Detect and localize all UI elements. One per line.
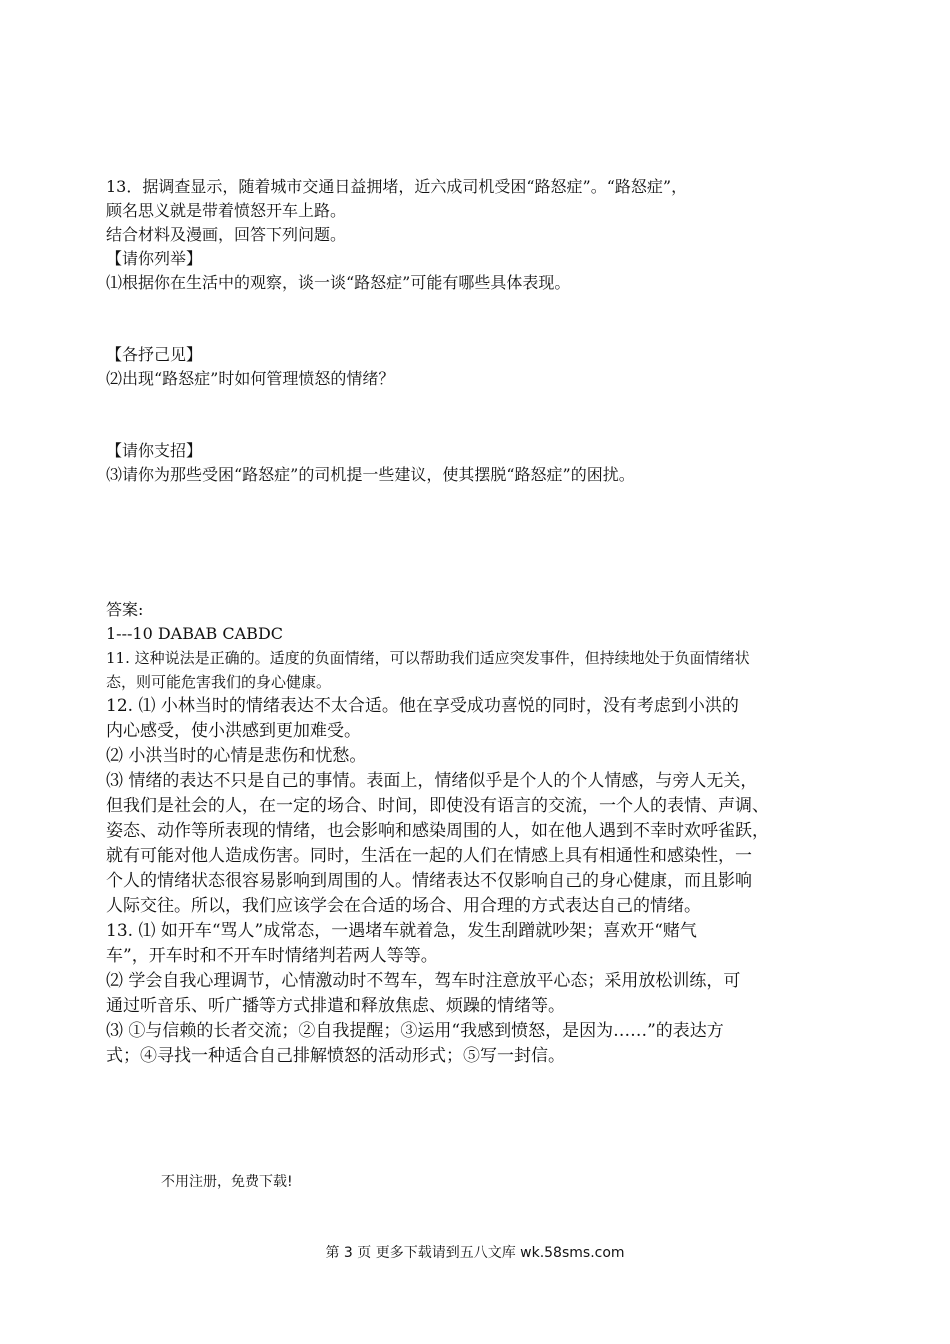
answers-label: 答案: xyxy=(106,600,144,619)
answer-12-line: 个人的情绪状态很容易影响到周围的人。情绪表达不仅影响自己的身心健康，而且影响 xyxy=(106,871,752,891)
answer-13-line: 车”，开车时和不开车时情绪判若两人等等。 xyxy=(106,946,438,966)
answer-12-line: 12. ⑴ 小林当时的情绪表达不太合适。他在享受成功喜悦的同时，没有考虑到小洪的 xyxy=(106,696,739,716)
question-13-line: 顾名思义就是带着愤怒开车上路。 xyxy=(106,201,347,220)
answer-13-line: 通过听音乐、听广播等方式排遣和释放焦虑、烦躁的情绪等。 xyxy=(106,996,565,1016)
sub-question-3: ⑶请你为那些受困“路怒症”的司机提一些建议，使其摆脱“路怒症”的困扰。 xyxy=(106,465,635,484)
answers-section xyxy=(106,598,846,1069)
answer-12-line: ⑵ 小洪当时的心情是悲伤和忧愁。 xyxy=(106,746,367,766)
answer-12-line: ⑶ 情绪的表达不只是自己的事情。表面上，情绪似乎是个人的个人情感，与旁人无关， xyxy=(106,771,758,791)
section-heading: 【请你列举】 xyxy=(106,249,203,268)
question-13-line: 结合材料及漫画，回答下列问题。 xyxy=(106,225,347,244)
answer-13-line: 式；④寻找一种适合自己排解愤怒的活动形式；⑤写一封信。 xyxy=(106,1046,565,1066)
promo-text: 不用注册，免费下载! xyxy=(161,1174,293,1190)
sub-question-2: ⑵出现“路怒症”时如何管理愤怒的情绪？ xyxy=(106,369,395,388)
answer-11-line: 态，则可能危害我们的身心健康。 xyxy=(106,673,332,691)
answer-12-line: 但我们是社会的人，在一定的场合、时间，即使没有语言的交流，一个人的表情、声调、 xyxy=(106,796,769,816)
section-heading: 【请你支招】 xyxy=(106,441,203,460)
answer-11-line: 11. 这种说法是正确的。适度的负面情绪，可以帮助我们适应突发事件，但持续地处于负面情绪状 xyxy=(106,649,750,667)
page-footer: 第 3 页 更多下载请到五八文库 wk.58sms.com xyxy=(325,1245,625,1261)
question-13-line: 13．据调查显示，随着城市交通日益拥堵，近六成司机受困“路怒症”。“路怒症”， xyxy=(106,177,688,196)
mc-answers: 1---10 DABAB CABDC xyxy=(106,624,284,643)
answer-12-line: 内心感受，使小洪感到更加难受。 xyxy=(106,721,361,741)
sub-question-1: ⑴根据你在生活中的观察，谈一谈“路怒症”可能有哪些具体表现。 xyxy=(106,273,571,292)
answer-12-line: 人际交往。所以，我们应该学会在合适的场合、用合理的方式表达自己的情绪。 xyxy=(106,896,701,916)
question-13 xyxy=(106,175,846,487)
answer-13-line: ⑶ ①与信赖的长者交流；②自我提醒；③运用“我感到愤怒，是因为……”的表达方 xyxy=(106,1021,724,1041)
answer-12-line: 就有可能对他人造成伤害。同时，生活在一起的人们在情感上具有相通性和感染性，一 xyxy=(106,846,752,866)
answer-13-line: ⑵ 学会自我心理调节，心情激动时不驾车，驾车时注意放平心态；采用放松训练，可 xyxy=(106,971,741,991)
section-heading: 【各抒己见】 xyxy=(106,345,203,364)
answer-13-line: 13. ⑴ 如开车“骂人”成常态，一遇堵车就着急，发生刮蹭就吵架；喜欢开“赌气 xyxy=(106,921,697,941)
answer-12-line: 姿态、动作等所表现的情绪，也会影响和感染周围的人，如在他人遇到不幸时欢呼雀跃， xyxy=(106,821,769,841)
